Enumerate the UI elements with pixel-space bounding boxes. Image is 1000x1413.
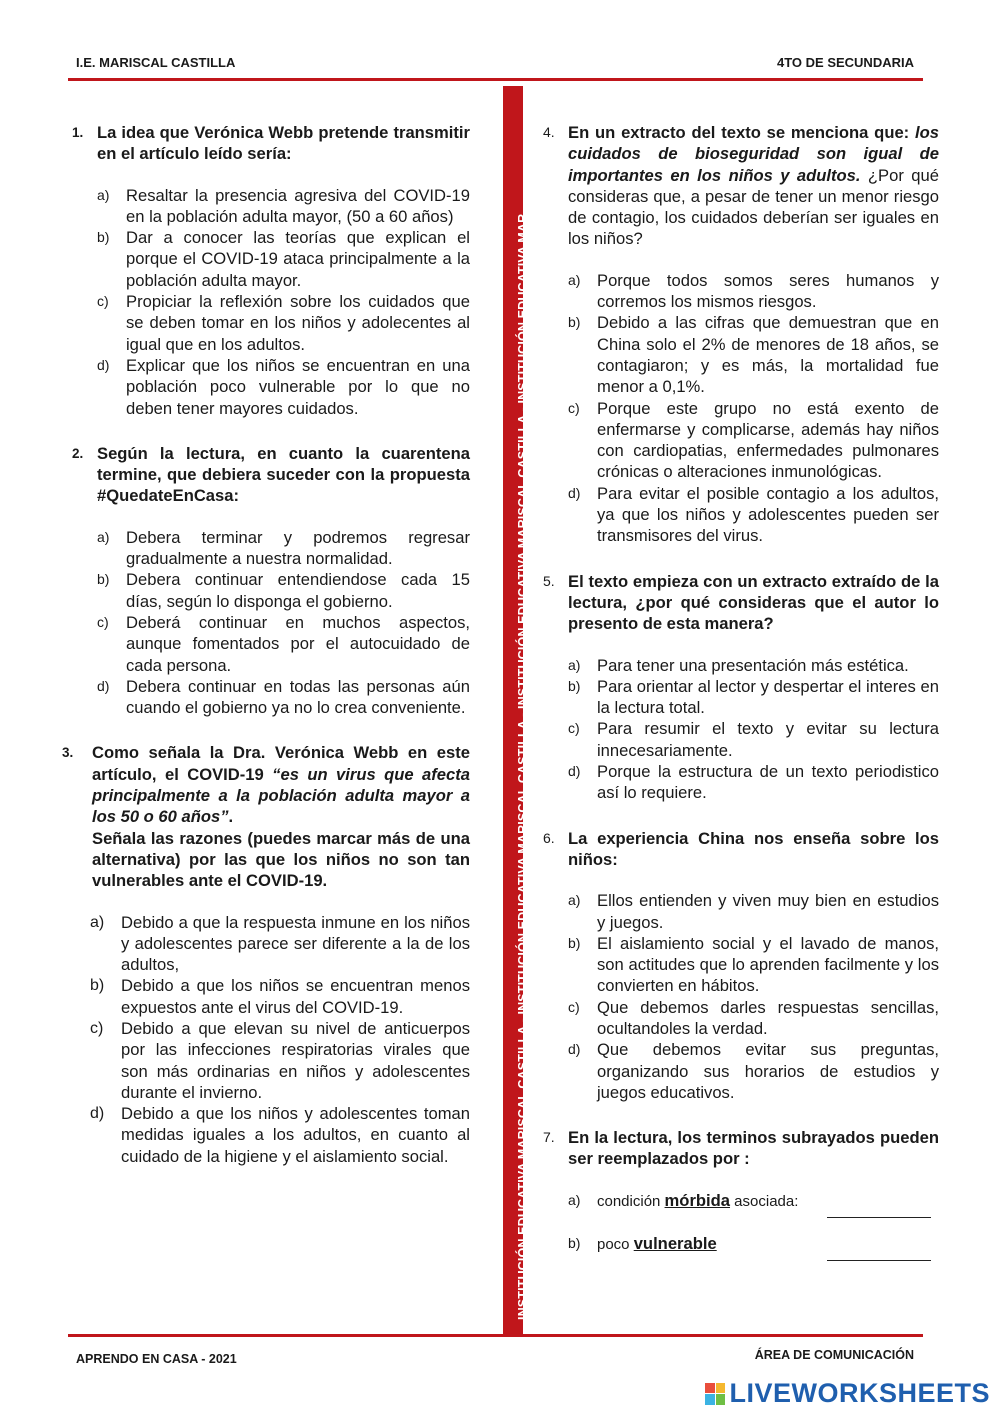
option-letter: b) <box>97 571 110 588</box>
option[interactable] <box>62 912 470 976</box>
question-1-options <box>62 185 470 419</box>
vertical-banner-text: INSTITUCIÓN EDUCATIVA MARISCAL CASTILLA - INSTITUCIÓN EDUCATIVA MARISCAL CASTILLA - INSTITUCIÓN EDUCATIVA MARISCAL CASTILLA - INSTITUCIÓN EDUCATIVA MAR <box>516 213 530 1320</box>
option-letter: d) <box>97 356 110 373</box>
option[interactable] <box>533 718 939 761</box>
option-letter: c) <box>97 613 109 630</box>
option-text: Explicar que los niños se encuentran en una población poco vulnerable por lo que no deben tener mayores cuidados. <box>126 355 470 418</box>
option-letter: a) <box>568 892 581 909</box>
question-1: 1. La idea que Verónica Webb pretende transmitir en el artículo leído sería: <box>72 123 470 164</box>
option-text: Propiciar la reflexión sobre los cuidados que se deben tomar en los niños y adolecentes al igual que en los adultos. <box>126 292 470 354</box>
grade-label: 4TO DE SECUNDARIA <box>776 55 914 70</box>
option[interactable] <box>62 1103 470 1167</box>
question-2: 2. Según la lectura, en cuanto la cuarentena termine, que debiera suceder con la propuesta #QuedateEnCasa: <box>72 443 470 506</box>
option-letter: d) <box>90 1105 105 1123</box>
option-letter: c) <box>568 998 580 1015</box>
option[interactable] <box>62 676 470 719</box>
option-text: Dar a conocer las teorías que explican el porque el COVID-19 ataca principalmente a la población adulta mayor. <box>126 228 470 290</box>
option-text: Debido a las cifras que demuestran que en China solo el 2% de menores de 18 años, se contagiaron; y es más, la mortalidad fue menor a 0,1%. <box>597 313 939 397</box>
option-letter: a) <box>568 271 581 288</box>
option-letter: a) <box>568 656 581 673</box>
fill-item <box>533 1233 939 1265</box>
option-letter: b) <box>97 229 110 246</box>
option-text: Porque todos somos seres humanos y corremos los mismos riesgos. <box>597 270 939 312</box>
option-text: Porque este grupo no está exento de enfermarse y complicarse, además hay niños con cardiopatias, enfermedades pulmonares crónicas o alteraciones inmunológicas. <box>597 398 939 482</box>
option[interactable] <box>62 1018 470 1103</box>
option-text: Que debemos evitar sus preguntas, organizando sus horarios de estudios y juegos educativos. <box>597 1040 939 1102</box>
liveworksheets-logo[interactable] <box>705 1378 990 1409</box>
option[interactable] <box>533 676 939 719</box>
underlined-term: mórbida <box>664 1190 731 1210</box>
option[interactable] <box>533 933 939 997</box>
option[interactable] <box>62 291 470 355</box>
option-text: Que debemos darles respuestas sencillas, ocultandoles la verdad. <box>597 997 939 1038</box>
option-text: Resaltar la presencia agresiva del COVID-19 en la población adulta mayor, (50 a 60 años) <box>126 185 470 226</box>
footer-left: APRENDO EN CASA - 2021 <box>76 1352 237 1366</box>
option-letter: b) <box>568 934 581 951</box>
option-letter: b) <box>568 677 581 694</box>
question-4: 4. En un extracto del texto se menciona que: los cuidados de bioseguridad son igual de importantes en los niños y adultos. ¿Por qué consideras que, a pesar de tener un menor riesgo de contagio, los cuidados deberían ser iguales en los niños? <box>543 123 939 249</box>
option[interactable] <box>533 1039 939 1103</box>
option[interactable] <box>533 270 939 313</box>
option-letter: a) <box>97 186 110 203</box>
option[interactable] <box>533 761 939 804</box>
option-text: condición <box>597 1192 665 1210</box>
option-text: poco <box>597 1235 634 1253</box>
footer-right: ÁREA DE COMUNICACIÓN <box>754 1348 914 1362</box>
option[interactable] <box>62 569 470 612</box>
question-4-quote: los cuidados de bioseguridad son igual de importantes en los niños y adultos. <box>568 123 939 185</box>
option-letter: b) <box>568 314 581 331</box>
option-text: Ellos entienden y viven muy bien en estudios y juegos. <box>597 891 939 932</box>
question-6-options <box>533 890 939 1103</box>
question-3-instruction: Señala las razones (puedes marcar más de una alternativa) por las que los niños no son tan vulnerables ante el COVID-19. <box>92 828 470 891</box>
option[interactable] <box>62 185 470 228</box>
option-letter: a) <box>97 528 110 545</box>
option[interactable] <box>62 612 470 676</box>
option-letter: d) <box>97 677 110 694</box>
option-letter: c) <box>97 293 109 310</box>
option-text: Debera continuar en todas las personas aún cuando el gobierno ya no lo crea conveniente. <box>126 676 470 718</box>
option-text: Debido a que elevan su nivel de anticuerpos por las infecciones respiratorias virales que son más ordinarias en niños y adolescentes durante el invierno. <box>121 1018 470 1102</box>
answer-blank[interactable] <box>827 1217 931 1218</box>
option[interactable] <box>62 527 470 570</box>
option-text: asociada: <box>730 1192 799 1210</box>
answer-blank[interactable] <box>827 1260 931 1261</box>
question-6: 6. La experiencia China nos enseña sobre los niños: <box>543 828 939 869</box>
option-letter: d) <box>568 1041 581 1058</box>
question-5: 5. El texto empieza con un extracto extraído de la lectura, ¿por qué consideras que el autor lo presento de esta manera? <box>543 571 939 634</box>
option-letter: b) <box>568 1234 581 1251</box>
option[interactable] <box>533 655 939 676</box>
school-name: I.E. MARISCAL CASTILLA <box>76 55 236 70</box>
option[interactable] <box>533 398 939 483</box>
option[interactable] <box>62 975 470 1018</box>
bottom-rule <box>68 1334 923 1337</box>
brand-name: LIVEWORKSHEETS <box>729 1378 990 1408</box>
option-letter: d) <box>568 763 581 780</box>
right-column <box>533 122 939 1265</box>
option[interactable] <box>533 312 939 397</box>
option[interactable] <box>62 355 470 419</box>
option-letter: d) <box>568 484 581 501</box>
question-7: 7. En la lectura, los terminos subrayados pueden ser reemplazados por : <box>543 1128 939 1169</box>
option-letter: c) <box>568 399 580 416</box>
option-letter: b) <box>90 977 105 995</box>
option[interactable] <box>533 483 939 547</box>
question-4-options <box>533 270 939 547</box>
left-column <box>62 122 470 1167</box>
option[interactable] <box>533 890 939 933</box>
option-text: Debera continuar entendiendose cada 15 días, según lo disponga el gobierno. <box>126 570 470 611</box>
underlined-term: vulnerable <box>633 1233 717 1253</box>
question-3-quote: “es un virus que afecta principalmente a la población adulta mayor a los 50 o 60 años” <box>92 764 470 827</box>
logo-icon <box>705 1383 725 1405</box>
question-7-items <box>533 1190 939 1265</box>
option-text: Para orientar al lector y despertar el interes en la lectura total. <box>597 676 939 718</box>
question-2-text: Según la lectura, en cuanto la cuarentena termine, que debiera suceder con la propuesta #QuedateEnCasa: <box>97 443 470 506</box>
top-rule <box>68 78 923 81</box>
option-letter: a) <box>568 1191 581 1208</box>
question-3-options <box>62 912 470 1168</box>
option-text: Para tener una presentación más estética. <box>597 655 909 675</box>
question-1-text: La idea que Verónica Webb pretende transmitir en el artículo leído sería: <box>97 123 470 164</box>
option-text: El aislamiento social y el lavado de manos, son actitudes que lo aprenden facilmente y los convierten en hábitos. <box>597 933 939 996</box>
option-text: Porque la estructura de un texto periodistico así lo requiere. <box>597 762 939 803</box>
option-letter: a) <box>90 913 105 931</box>
option-text: Debera terminar y podremos regresar gradualmente a nuestra normalidad. <box>126 527 470 569</box>
option-text: Deberá continuar en muchos aspectos, aunque fomentados por el autocuidado de cada persona. <box>126 612 470 675</box>
question-5-options <box>533 655 939 804</box>
question-3: 3. Como señala la Dra. Verónica Webb en este artículo, el COVID-19 “es un virus que afecta principalmente a la población adulta mayor a los 50 o 60 años”. Señala las razones (puedes marcar más de una alternativa) por las que los niños no son tan vulnerables ante el COVID-19. <box>62 743 470 891</box>
option-text: Debido a que los niños se encuentran menos expuestos ante el virus del COVID-19. <box>121 976 470 1017</box>
fill-item <box>533 1190 939 1222</box>
option[interactable] <box>533 997 939 1040</box>
option-letter: c) <box>90 1019 104 1037</box>
question-2-options <box>62 527 470 719</box>
option-text: Para resumir el texto y evitar su lectura innecesariamente. <box>597 719 939 760</box>
option[interactable] <box>62 227 470 291</box>
option-text: Debido a que la respuesta inmune en los niños y adolescentes parece ser diferente a la de los adultos, <box>121 912 470 975</box>
option-text: Para evitar el posible contagio a los adultos, ya que los niños y adolescentes pueden ser transmisores del virus. <box>597 483 939 546</box>
option-text: Debido a que los niños y adolescentes toman medidas iguales a los adultos, en cuanto al cuidado de la higiene y el aislamiento social. <box>121 1104 470 1166</box>
option-letter: c) <box>568 720 580 737</box>
